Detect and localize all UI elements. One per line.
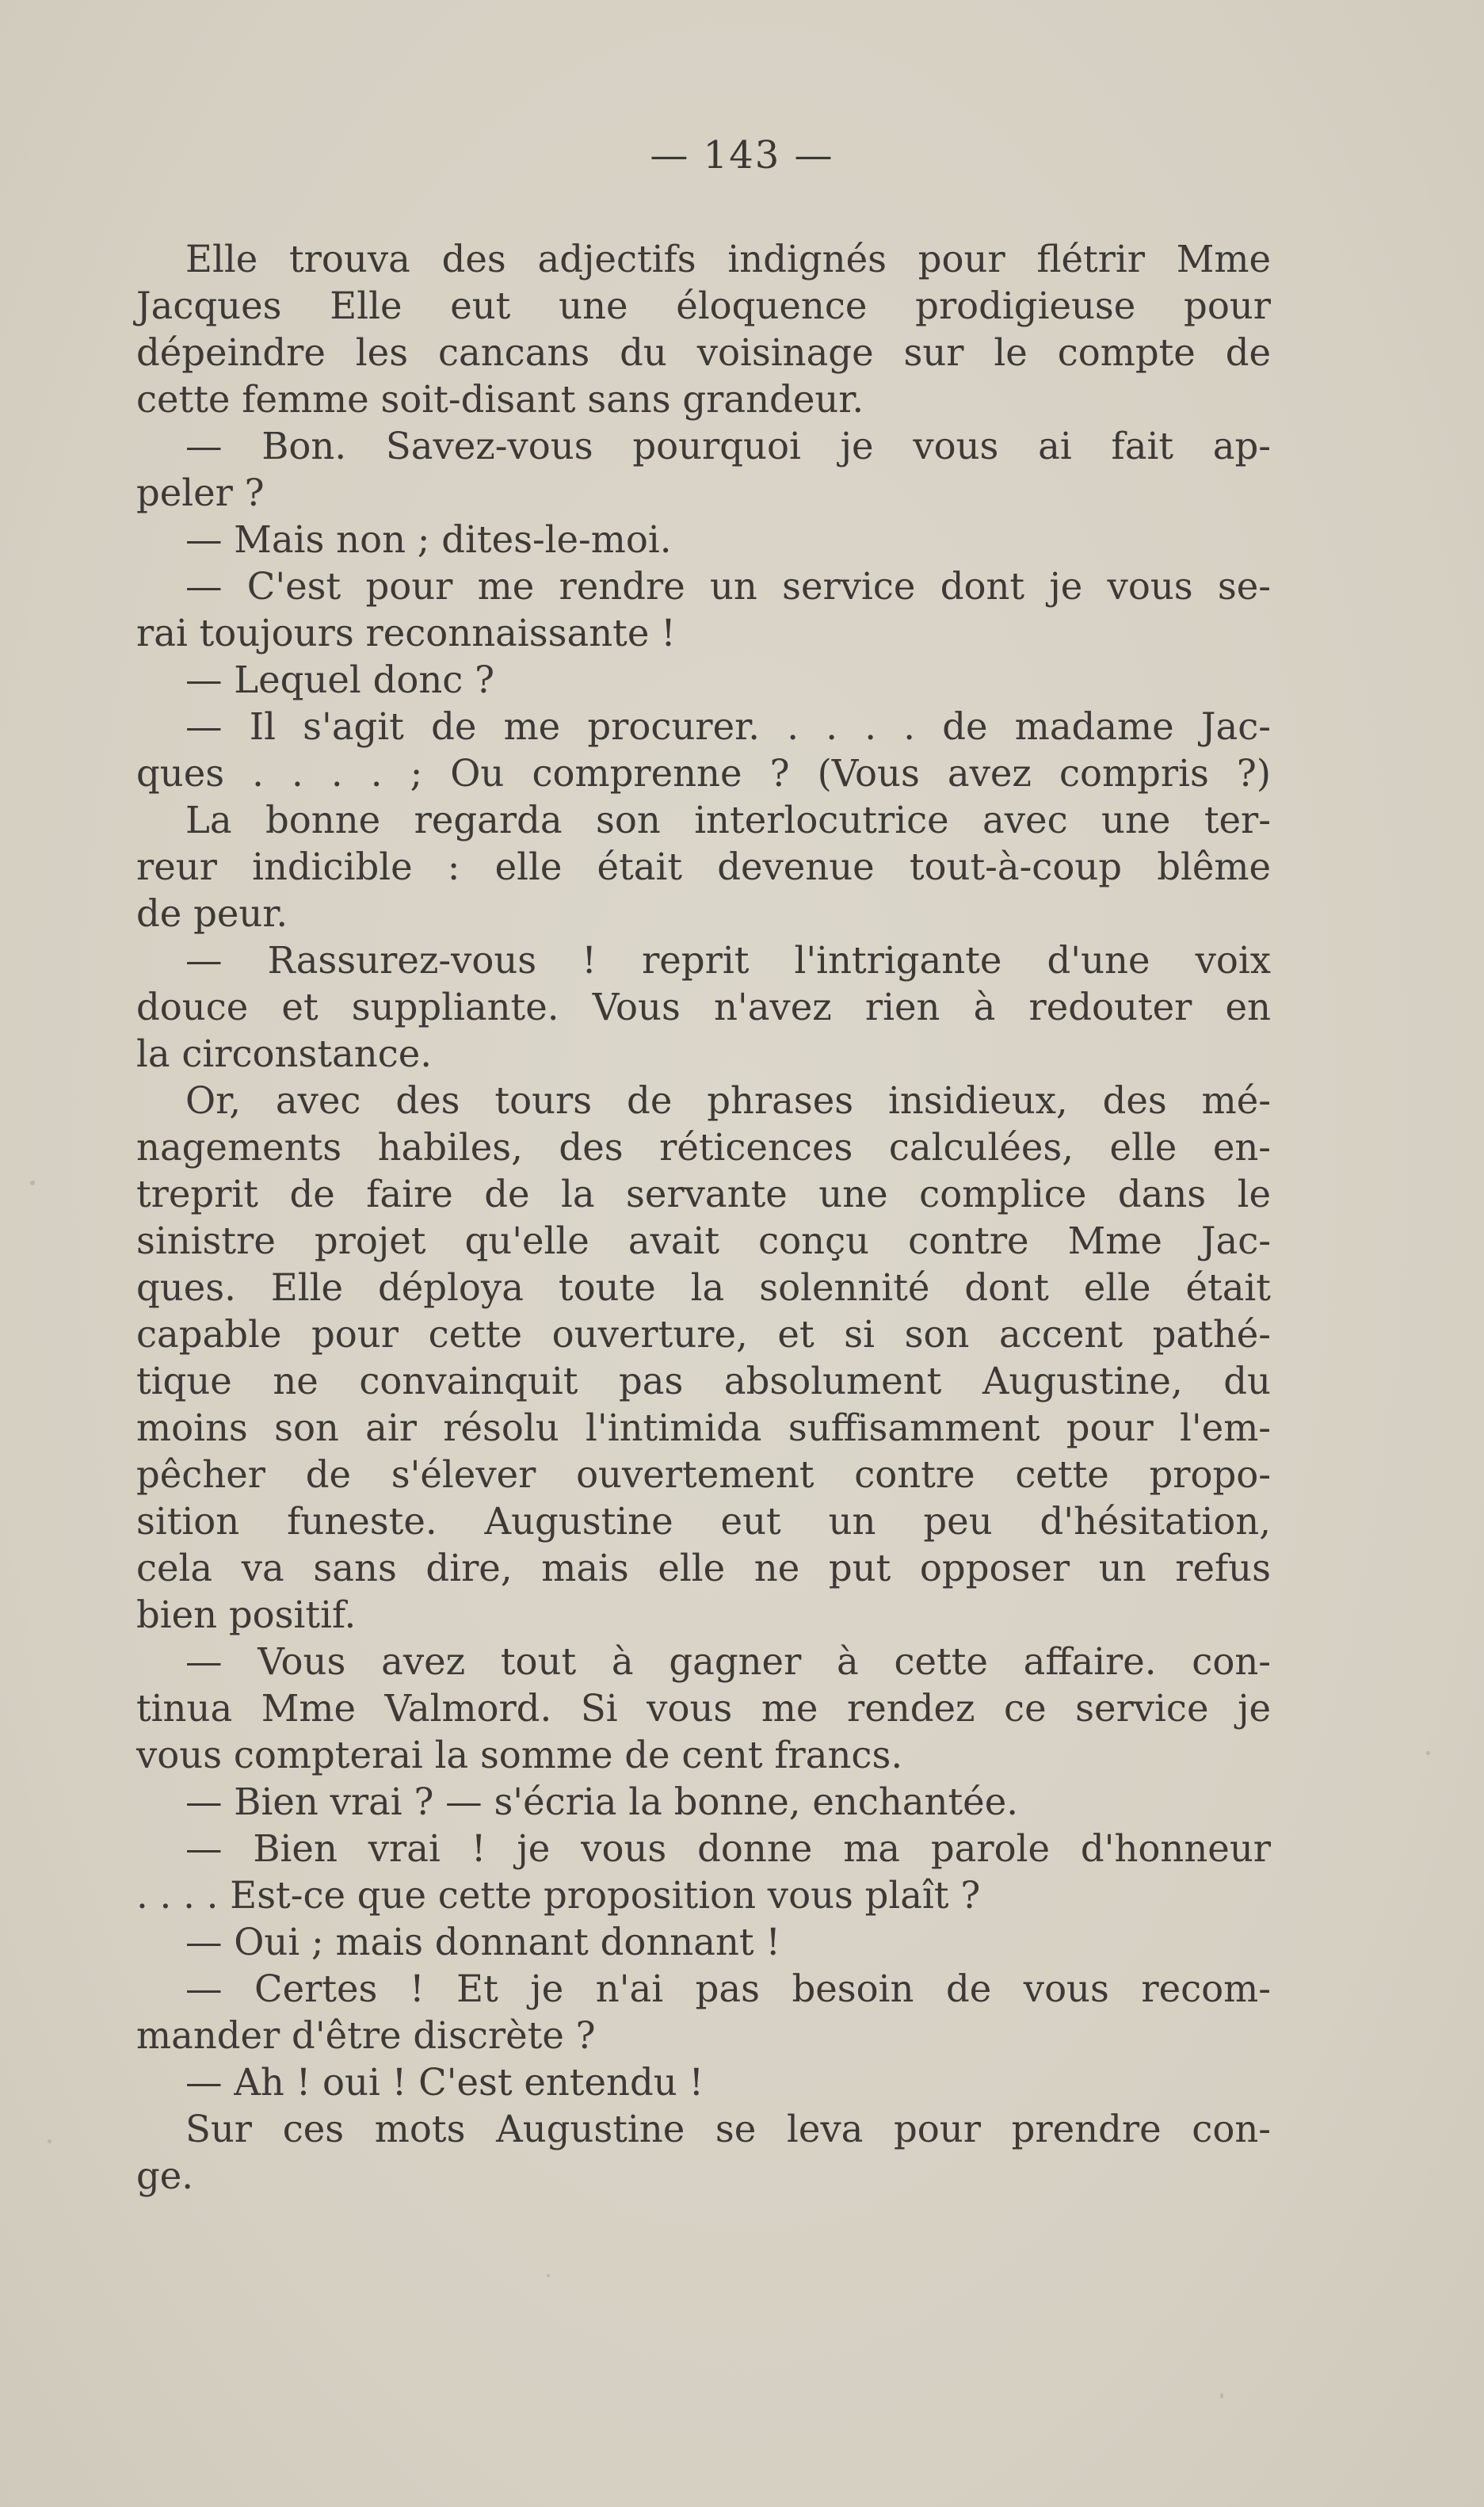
paper-speck [547, 2274, 550, 2277]
text-line: Sur ces mots Augustine se leva pour prendre con- [185, 2108, 1271, 2150]
text-line: mander d'être discrète ? [136, 2014, 596, 2057]
text-line: — Rassurez-vous ! reprit l'intrigante d'une voix [185, 939, 1271, 982]
text-line: nagements habiles, des réticences calculées, elle en- [136, 1126, 1271, 1169]
text-line: ques . . . . ; Ou comprenne ? (Vous avez compris ?) [136, 752, 1271, 795]
paper-speck [30, 1181, 35, 1185]
text-line: reur indicible : elle était devenue tout-à-coup blême [136, 845, 1271, 888]
text-line: capable pour cette ouverture, et si son accent pathé- [136, 1313, 1271, 1356]
text-line: . . . . Est-ce que cette proposition vous plaît ? [136, 1874, 981, 1917]
text-line: sinistre projet qu'elle avait conçu contre Mme Jac- [136, 1219, 1271, 1262]
text-line: treprit de faire de la servante une complice dans le [136, 1173, 1271, 1215]
text-line: ge. [136, 2154, 194, 2197]
text-line: — Vous avez tout à gagner à cette affaire. con- [185, 1640, 1271, 1683]
paper-speck [1426, 1751, 1430, 1755]
text-line: La bonne regarda son interlocutrice avec une ter- [185, 799, 1271, 841]
text-line: Jacques Elle eut une éloquence prodigieuse pour [136, 284, 1271, 327]
paper-speck [48, 2139, 52, 2143]
paper-speck [1220, 2393, 1223, 2398]
text-line: — Certes ! Et je n'ai pas besoin de vous recom- [185, 1967, 1271, 2010]
text-line: pêcher de s'élever ouvertement contre cette propo- [136, 1453, 1271, 1496]
text-line: moins son air résolu l'intimida suffisamment pour l'em- [136, 1406, 1271, 1449]
text-line: tique ne convainquit pas absolument Augustine, du [136, 1360, 1271, 1402]
text-line: bien positif. [136, 1593, 357, 1636]
page-text [136, 236, 1271, 2200]
text-line: Elle trouva des adjectifs indignés pour flétrir Mme [185, 238, 1271, 280]
text-line: — C'est pour me rendre un service dont je vous se- [185, 565, 1271, 608]
text-line: de peur. [136, 892, 288, 935]
text-line: cette femme soit-disant sans grandeur. [136, 378, 864, 421]
text-line: Or, avec des tours de phrases insidieux, des mé- [185, 1079, 1271, 1122]
text-line: — Bon. Savez-vous pourquoi je vous ai fait ap- [185, 425, 1271, 467]
page-number: — 143 — [650, 133, 834, 177]
text-line: peler ? [136, 471, 265, 514]
text-line: cela va sans dire, mais elle ne put opposer un refus [136, 1547, 1271, 1589]
text-line: — Ah ! oui ! C'est entendu ! [185, 2061, 704, 2104]
text-line: sition funeste. Augustine eut un peu d'hésitation, [136, 1500, 1271, 1543]
text-line: rai toujours reconnaissante ! [136, 612, 676, 654]
text-line: — Il s'agit de me procurer. . . . . de madame Jac- [185, 705, 1271, 748]
text-line: vous compterai la somme de cent francs. [136, 1734, 903, 1776]
text-line: la circonstance. [136, 1032, 433, 1075]
text-line: douce et suppliante. Vous n'avez rien à redouter en [136, 986, 1271, 1028]
text-line: ques. Elle déploya toute la solennité dont elle était [136, 1266, 1271, 1309]
text-line: — Lequel donc ? [185, 658, 495, 701]
text-line: — Mais non ; dites-le-moi. [185, 518, 672, 561]
text-line: — Oui ; mais donnant donnant ! [185, 1921, 781, 1963]
text-line: tinua Mme Valmord. Si vous me rendez ce service je [136, 1687, 1271, 1730]
text-line: — Bien vrai ! je vous donne ma parole d'honneur [185, 1827, 1271, 1870]
text-line: dépeindre les cancans du voisinage sur le compte de [136, 331, 1271, 374]
text-line: — Bien vrai ? — s'écria la bonne, enchantée. [185, 1780, 1018, 1823]
